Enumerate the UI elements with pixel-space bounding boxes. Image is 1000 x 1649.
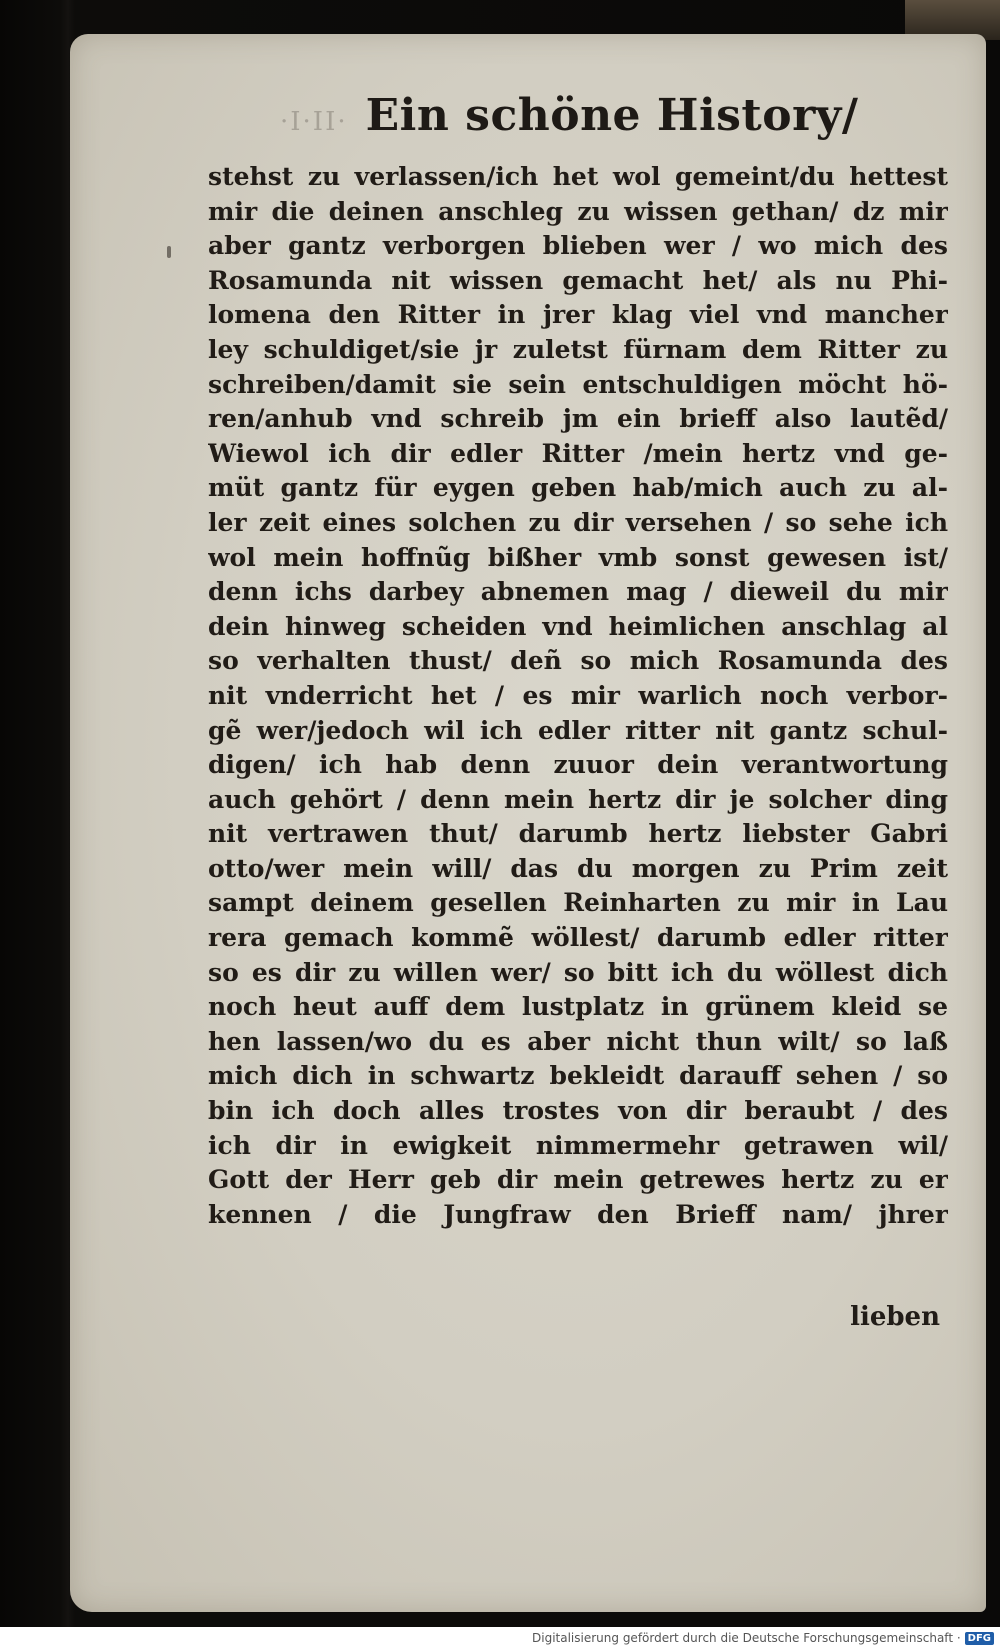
footer-credit: Digitalisierung gefördert durch die Deutsche Forschungsgemeinschaft ·	[532, 1631, 961, 1645]
faded-mark: ·I·II·	[280, 107, 348, 137]
text-line: digen/ ich hab denn zuuor dein verantwortung	[208, 750, 948, 780]
text-line: lomena den Ritter in jrer klag viel vnd mancher	[208, 300, 948, 330]
margin-mark	[167, 246, 171, 258]
text-line: Gott der Herr geb dir mein getrewes hertz zu er	[208, 1165, 948, 1195]
body-text	[208, 160, 948, 1232]
digitization-footer	[0, 1627, 1000, 1649]
text-line: schreiben/damit sie sein entschuldigen möcht hö-	[208, 369, 948, 399]
text-line: aber gantz verborgen blieben wer / wo mich des	[208, 231, 948, 261]
text-line: auch gehört / denn mein hertz dir je solcher ding	[208, 784, 948, 814]
text-line: ley schuldiget/sie jr zuletst fürnam dem Ritter zu	[208, 334, 948, 364]
page-title: Ein schöne History/	[365, 90, 859, 141]
running-head	[200, 90, 900, 141]
text-line: Wiewol ich dir edler Ritter /mein hertz vnd ge-	[208, 438, 948, 468]
text-line: sampt deinem gesellen Reinharten zu mir in Lau	[208, 888, 948, 918]
text-line: so verhalten thust/ deñ so mich Rosamunda des	[208, 646, 948, 676]
text-line: denn ichs darbey abnemen mag / dieweil du mir	[208, 577, 948, 607]
text-line: müt gantz für eygen geben hab/mich auch zu al-	[208, 473, 948, 503]
text-line: stehst zu verlassen/ich het wol gemeint/du hettest	[208, 162, 948, 191]
text-line: rera gemach kommẽ wöllest/ darumb edler ritter	[208, 923, 948, 953]
text-line: hen lassen/wo du es aber nicht thun wilt/ so laß	[208, 1026, 948, 1056]
text-line: nit vertrawen thut/ darumb hertz liebster Gabri	[208, 819, 948, 849]
text-line: kennen / die Jungfraw den Brieff nam/ jhrer	[208, 1199, 948, 1229]
text-line: otto/wer mein will/ das du morgen zu Prim zeit	[208, 853, 948, 883]
text-line: ren/anhub vnd schreib jm ein brieff also lautẽd/	[208, 404, 948, 434]
text-line: wol mein hoffnũg bißher vmb sonst gewesen ist/	[208, 542, 948, 572]
dfg-logo: DFG	[965, 1632, 994, 1645]
text-line: bin ich doch alles trostes von dir beraubt / des	[208, 1096, 948, 1126]
text-line: mir die deinen anschleg zu wissen gethan/ dz mir	[208, 196, 948, 226]
text-line: gẽ wer/jedoch wil ich edler ritter nit gantz schul-	[208, 715, 948, 745]
text-line: noch heut auff dem lustplatz in grünem kleid se	[208, 992, 948, 1022]
catchword: lieben	[850, 1302, 940, 1332]
text-line: dein hinweg scheiden vnd heimlichen anschlag al	[208, 611, 948, 641]
text-line: ler zeit eines solchen zu dir versehen / so sehe ich	[208, 507, 948, 537]
text-line: ich dir in ewigkeit nimmermehr getrawen wil/	[208, 1130, 948, 1160]
text-line: mich dich in schwartz bekleidt darauff sehen / so	[208, 1061, 948, 1091]
text-line: so es dir zu willen wer/ so bitt ich du wöllest dich	[208, 957, 948, 987]
text-line: Rosamunda nit wissen gemacht het/ als nu Phi-	[208, 265, 948, 295]
text-line: nit vnderricht het / es mir warlich noch verbor-	[208, 680, 948, 710]
